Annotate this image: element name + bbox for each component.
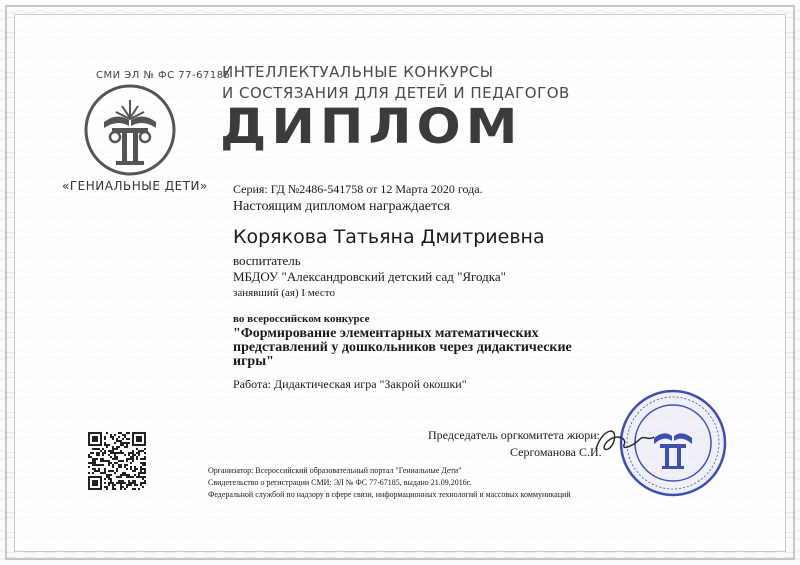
- signature-icon: [588, 415, 658, 465]
- contest-work: Работа: Дидактическая игра "Закрой окошки": [233, 377, 467, 391]
- header-line-1: ИНТЕЛЛЕКТУАЛЬНЫЕ КОНКУРСЫ: [222, 63, 494, 81]
- signature-role: Председатель оргкомитета жюри:: [428, 428, 600, 442]
- registration-number: СМИ ЭЛ № ФС 77-67185: [96, 70, 231, 81]
- recipient-position: воспитатель: [233, 253, 301, 268]
- signature-name: Сергоманова С.И.: [510, 445, 602, 459]
- brand-name: «ГЕНИАЛЬНЫЕ ДЕТИ»: [62, 179, 208, 193]
- contest-label: во всероссийском конкурсе: [233, 313, 370, 325]
- logo-book-column-icon: [82, 82, 178, 178]
- recipient-organization: МБДОУ "Александровский детский сад "Ягодка": [233, 269, 506, 284]
- footer-service: Федеральной службой по надзору в сфере связи, информационных технологий и массовых коммуникаций: [208, 490, 571, 499]
- series-number: Серия: ГД №2486-541758 от 12 Марта 2020 года.: [233, 182, 483, 196]
- contest-title: "Формирование элементарных математических представлений у дошкольников через дидактические игры": [233, 326, 572, 369]
- page-title: ДИПЛОМ: [220, 100, 523, 156]
- header-line-2: И СОСТЯЗАНИЯ ДЛЯ ДЕТЕЙ И ПЕДАГОГОВ: [222, 84, 570, 102]
- award-line: Настоящим дипломом награждается: [233, 199, 450, 214]
- footer-organizer: Организатор: Всероссийский образовательный портал "Гениальные Дети": [208, 466, 462, 475]
- recipient-place: занявший (ая) I место: [233, 287, 335, 299]
- footer-certificate: Свидетельство о регистрации СМИ: ЭЛ № ФС 77-67185, выдано 21.09.2016г.: [208, 478, 472, 487]
- recipient-name: Корякова Татьяна Дмитриевна: [233, 226, 545, 248]
- qr-code-icon: [88, 432, 146, 490]
